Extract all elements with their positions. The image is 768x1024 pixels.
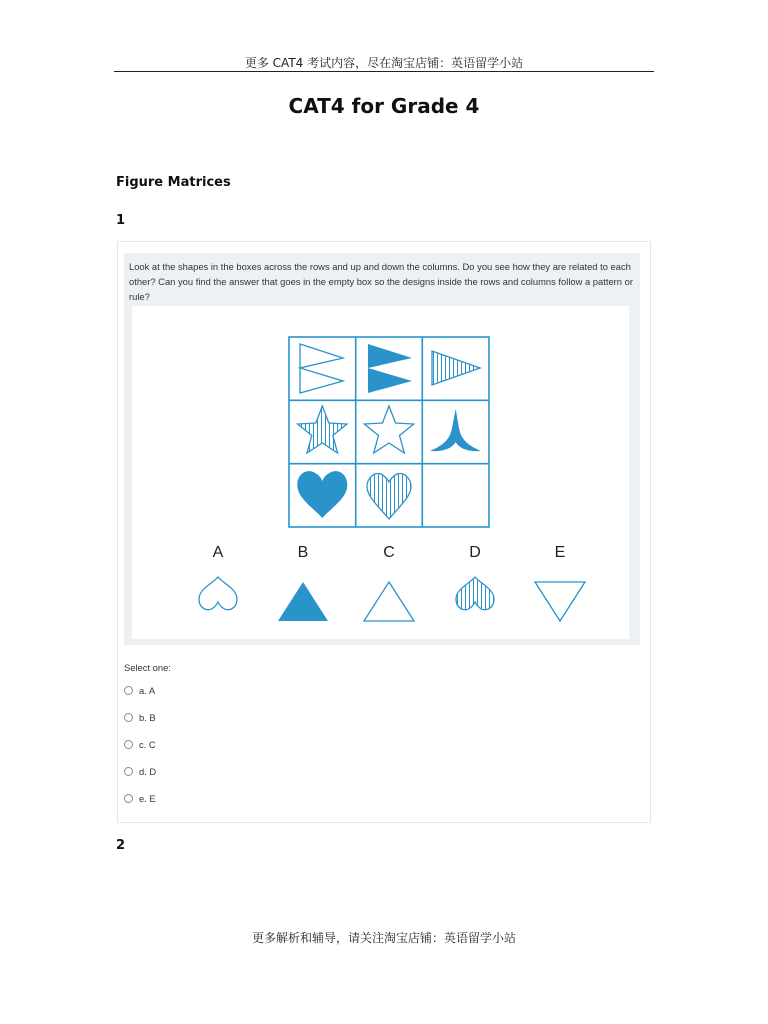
answer-b-triangle-filled xyxy=(278,582,328,621)
answer-letter-e: E xyxy=(554,544,566,561)
question-prompt-box xyxy=(124,253,640,645)
option-c[interactable] xyxy=(124,739,156,750)
page-footer: 更多解析和辅导，请关注淘宝店铺：英语留学小站 xyxy=(251,931,516,945)
section-heading: Figure Matrices xyxy=(116,175,231,190)
radio-d[interactable] xyxy=(124,767,133,776)
page-header: 更多 CAT4 考试内容，尽在淘宝店铺：英语留学小站 xyxy=(244,56,524,70)
question-1-number: 1 xyxy=(116,213,126,228)
cell-2-1-star-striped xyxy=(298,406,347,453)
option-c-label: c. C xyxy=(139,739,156,750)
answer-letter-a: A xyxy=(212,544,224,561)
cell-1-3-triangle-striped xyxy=(432,351,480,385)
select-one-label: Select one: xyxy=(124,662,171,673)
answer-d-inverted-heart-striped xyxy=(456,577,494,610)
answer-c-triangle-outline xyxy=(364,582,414,621)
radio-c[interactable] xyxy=(124,740,133,749)
option-e-label: e. E xyxy=(139,793,156,804)
cell-2-3-tristar-filled xyxy=(430,409,481,451)
option-b[interactable] xyxy=(124,712,156,723)
option-e[interactable] xyxy=(124,793,156,804)
answer-letter-c: C xyxy=(383,544,395,561)
header-rule xyxy=(114,71,654,72)
cell-1-2-double-triangle-filled xyxy=(368,344,412,393)
answer-e-inverted-triangle-outline xyxy=(535,582,585,621)
document-title: CAT4 for Grade 4 xyxy=(288,94,480,118)
option-d[interactable] xyxy=(124,766,156,777)
option-d-label: d. D xyxy=(139,766,157,777)
answer-a-inverted-heart-outline xyxy=(199,577,237,610)
cell-3-2-heart-striped xyxy=(367,474,411,519)
question-2-number: 2 xyxy=(116,838,126,853)
option-a[interactable] xyxy=(124,685,155,696)
cell-2-2-star-outline xyxy=(364,406,413,453)
answer-letter-b: B xyxy=(297,544,309,561)
question-1-card xyxy=(117,241,651,823)
option-b-label: b. B xyxy=(139,712,156,723)
option-a-label: a. A xyxy=(139,685,156,696)
answer-letter-d: D xyxy=(469,544,481,561)
figure-matrix-image xyxy=(132,306,629,639)
cell-3-1-heart-filled xyxy=(297,471,347,518)
figure-matrix-svg xyxy=(132,306,629,639)
cell-1-1-double-triangle-outline xyxy=(300,344,343,393)
radio-a[interactable] xyxy=(124,686,133,695)
radio-b[interactable] xyxy=(124,713,133,722)
question-prompt: Look at the shapes in the boxes across the rows and up and down the columns. Do you see how they are related to each other? Can you find the answer that goes in the empty box so the designs inside the rows and columns follow a pattern or rule? xyxy=(129,261,633,302)
radio-e[interactable] xyxy=(124,794,133,803)
